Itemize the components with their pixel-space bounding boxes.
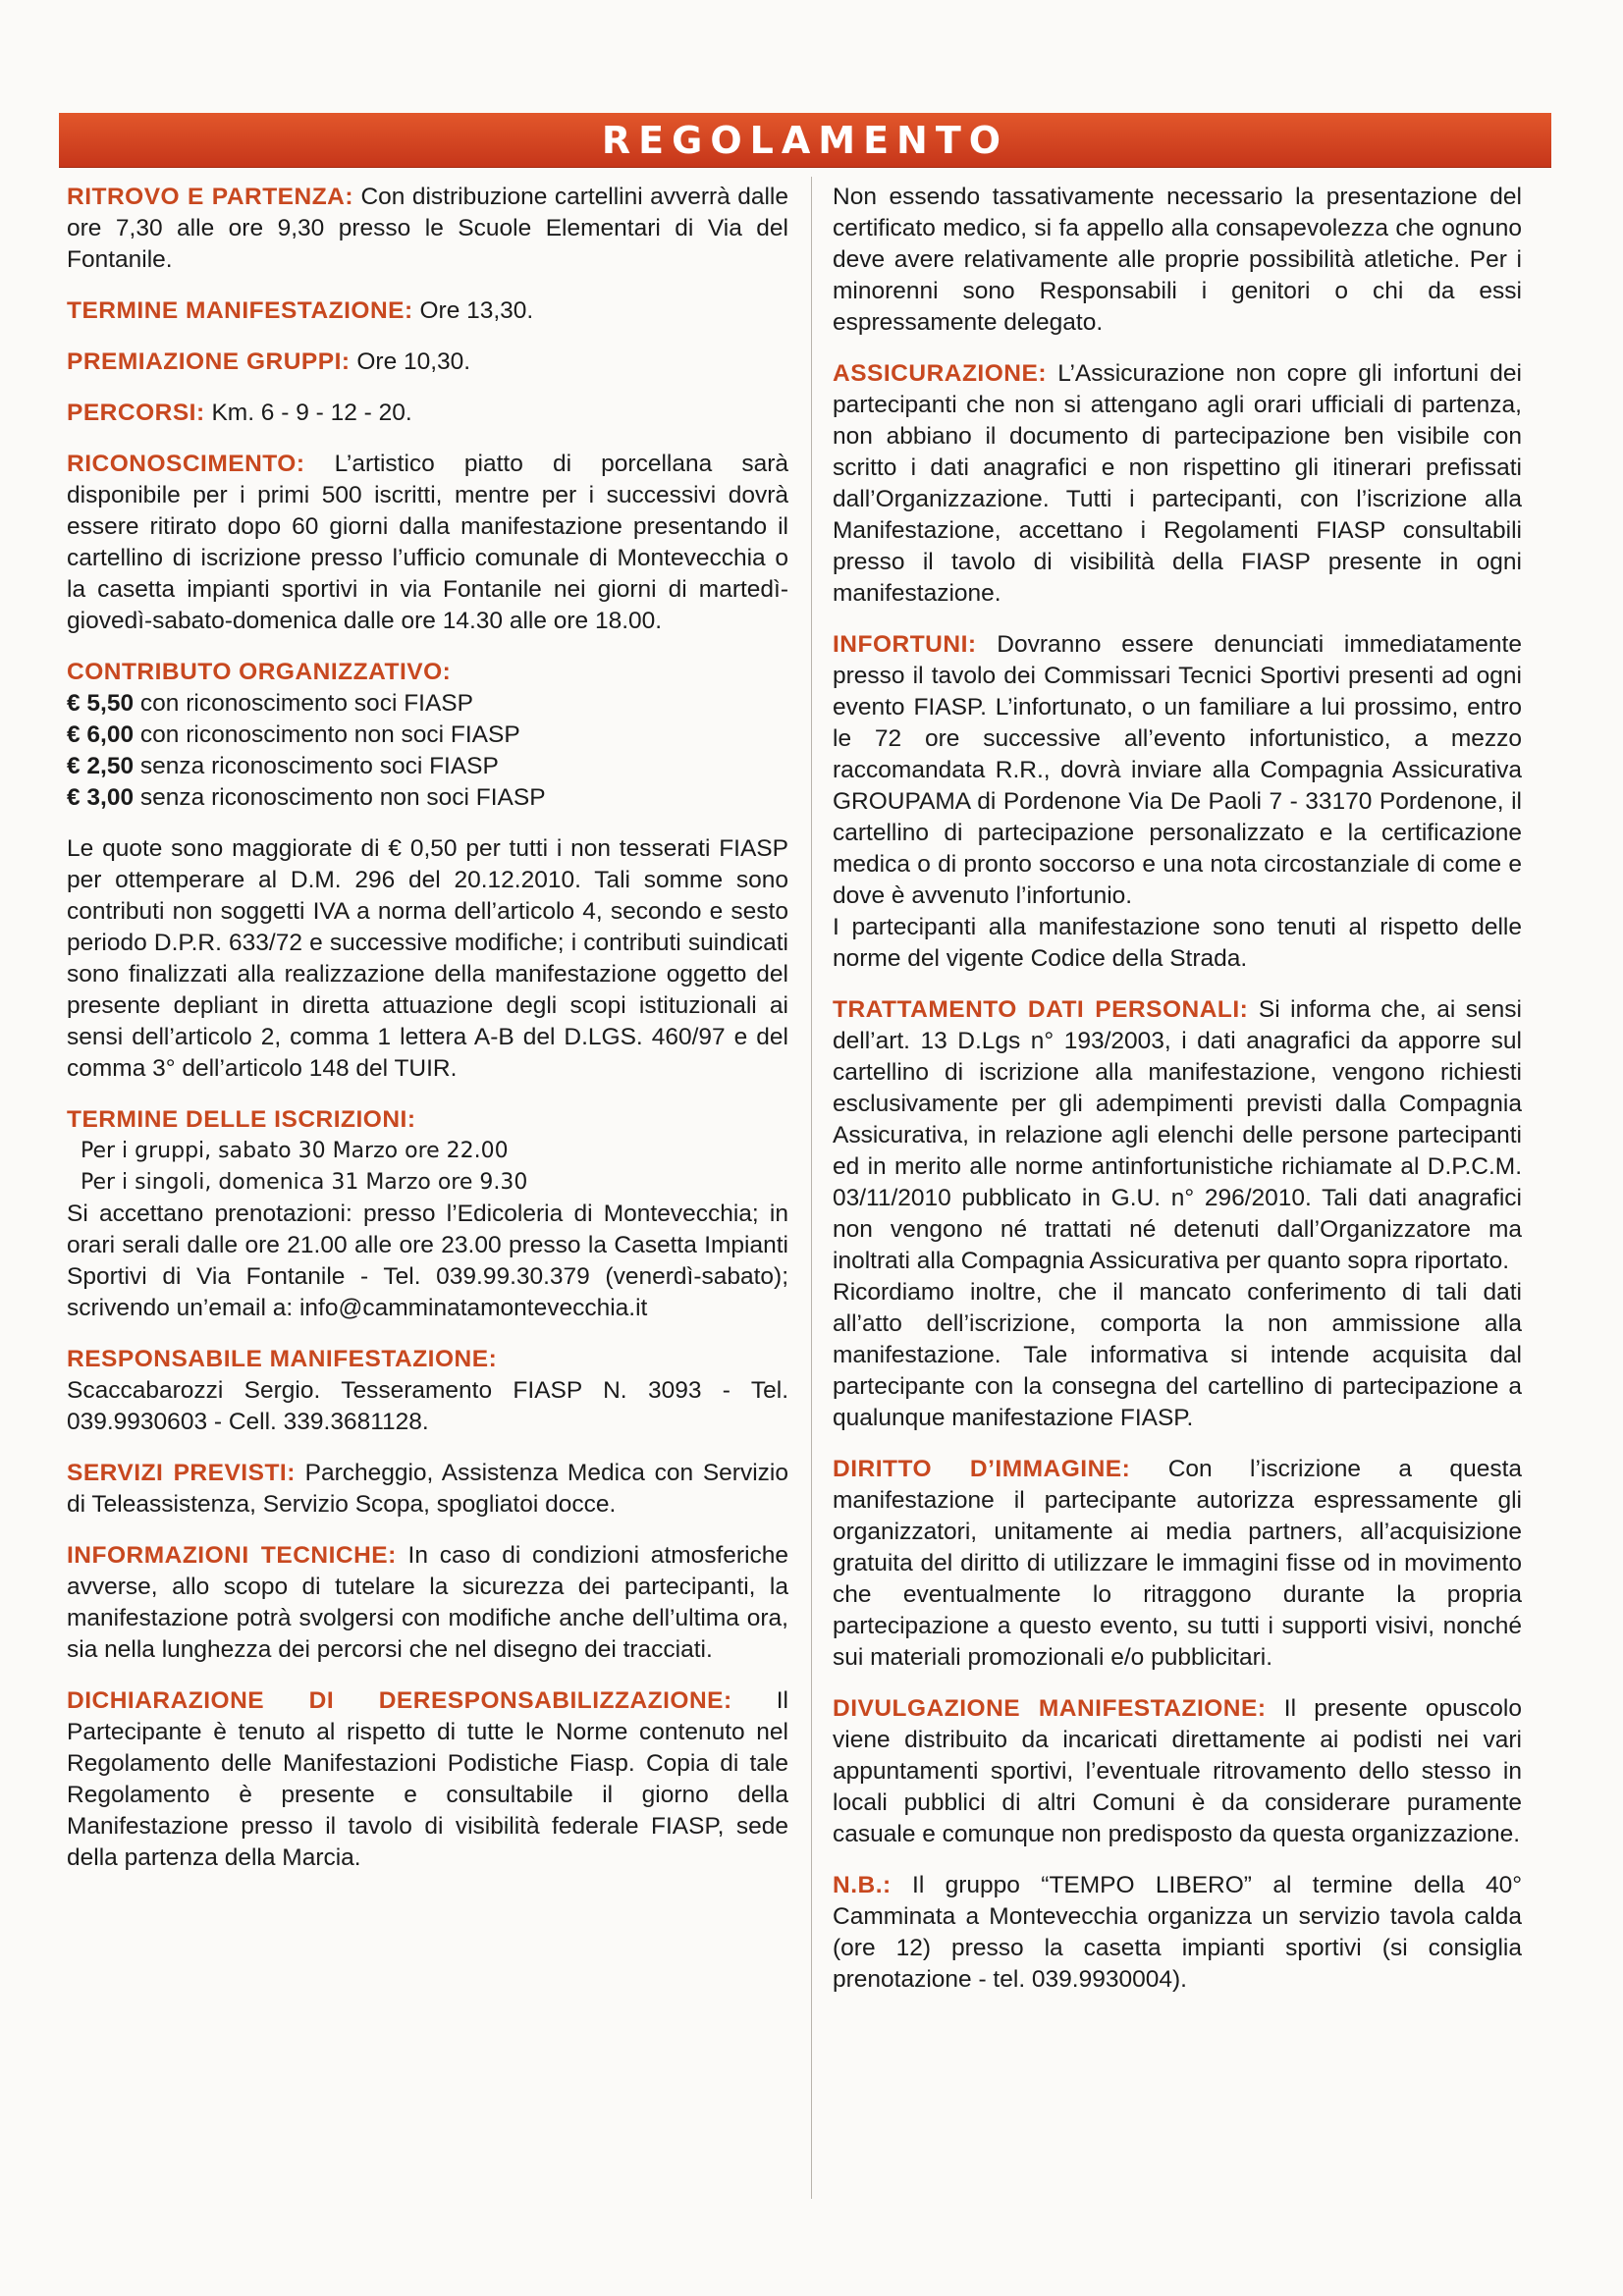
fee-text: senza riconoscimento soci FIASP bbox=[134, 753, 499, 779]
section-label: RITROVO E PARTENZA: bbox=[67, 184, 354, 210]
section-premiazione bbox=[67, 347, 788, 378]
section-termine-manifestazione bbox=[67, 295, 788, 327]
section-riconoscimento bbox=[67, 449, 788, 637]
section-text: Ore 13,30. bbox=[412, 297, 534, 324]
section-paragraph bbox=[833, 994, 1522, 1277]
section-contributo bbox=[67, 657, 788, 814]
fee-item bbox=[67, 782, 788, 814]
fee-text: con riconoscimento soci FIASP bbox=[134, 690, 473, 717]
section-label: PREMIAZIONE GRUPPI: bbox=[67, 348, 351, 375]
section-termine-iscrizioni bbox=[67, 1104, 788, 1324]
section-label: DIVULGAZIONE MANIFESTAZIONE: bbox=[833, 1695, 1267, 1722]
section-ritrovo bbox=[67, 182, 788, 276]
section-trattamento bbox=[833, 994, 1522, 1434]
section-text: I partecipanti alla manifestazione sono tenuti al rispetto delle norme del vigente Codice della Strada. bbox=[833, 914, 1522, 972]
fee-text: con riconoscimento non soci FIASP bbox=[134, 721, 520, 748]
section-text: In caso di condizioni atmosferiche avverse, allo scopo di tutelare la sicurezza dei partecipanti, la manifestazione potrà svolgersi con modifiche anche dell’ultima ora, sia nella lunghezza dei percorsi che nel disegno dei tracciati. bbox=[67, 1542, 789, 1663]
section-label: PERCORSI: bbox=[67, 400, 205, 426]
section-text: Con l’iscrizione a questa manifestazione il partecipante autorizza espressamente gli organizzatori, unitamente ai media partners, all’acquisizione gratuita del diritto di utilizzare le immagini fisse od in movimento che eventualmente lo ritraggono durante la propria partecipazione a questo evento, su tutti i supporti visivi, nonché sui materiali promozionali e/o pubblicitari. bbox=[833, 1456, 1522, 1671]
section-label: INFORTUNI: bbox=[833, 631, 977, 658]
section-servizi bbox=[67, 1458, 788, 1521]
section-informazioni bbox=[67, 1540, 788, 1666]
deadline-singles: Per i singoli, domenica 31 Marzo ore 9.30 bbox=[81, 1170, 528, 1195]
section-text: Scaccabarozzi Sergio. Tesseramento FIASP N. 3093 - Tel. 039.9930603 - Cell. 339.3681128. bbox=[67, 1377, 788, 1435]
section-text: Dovranno essere denunciati immediatamente presso il tavolo dei Commissari Tecnici Sportivi presenti ad ogni evento FIASP. L’infortunato, o un familiare a lui prossimo, entro le 72 ore successive all’evento infortunistico, a mezzo raccomandata R.R., dovrà inviare alla Compagnia Assicurativa GROUPAMA di Pordenone Via De Paoli 7 - 33170 Pordenone, il cartellino di partecipazione personalizzato e la certificazione medica o di pronto soccorso e una nota circostanziale di come e dove è avvenuto l’infortunio. bbox=[833, 631, 1522, 909]
section-label: TERMINE MANIFESTAZIONE: bbox=[67, 297, 413, 324]
section-label: RESPONSABILE MANIFESTAZIONE: bbox=[67, 1346, 498, 1372]
section-text: Ricordiamo inoltre, che il mancato conferimento di tali dati all’atto dell’iscrizione, comporta la non ammissione alla manifestazione. Tale informativa si intende acquisita dal partecipante con la consegna del cartellino di partecipazione a qualunque manifestazione FIASP. bbox=[833, 1279, 1522, 1431]
section-quote: Le quote sono maggiorate di € 0,50 per tutti i non tesserati FIASP per ottemperare al D.M. 296 del 20.12.2010. Tali somme sono contributi non soggetti IVA a norma dell’articolo 4, secondo e sesto periodo D.P.R. 633/72 e successive modifiche; i contributi suindicati sono finalizzati alla realizzazione della manifestazione oggetto del presente depliant in diretta attuazione degli scopi istituzionali ai sensi dell’articolo 2, comma 1 lettera A-B del D.LGS. 460/97 e del comma 3° dell’articolo 148 del TUIR. bbox=[67, 835, 788, 1082]
section-label: INFORMAZIONI TECNICHE: bbox=[67, 1542, 397, 1569]
page-title: REGOLAMENTO bbox=[601, 118, 1009, 162]
section-label: RICONOSCIMENTO: bbox=[67, 451, 305, 477]
right-column bbox=[833, 182, 1522, 2015]
fee-text: senza riconoscimento non soci FIASP bbox=[134, 784, 546, 811]
section-label: N.B.: bbox=[833, 1872, 892, 1898]
left-column bbox=[67, 182, 788, 1894]
section-label: DICHIARAZIONE DI DERESPONSABILIZZAZIONE: bbox=[67, 1687, 732, 1714]
section-nb bbox=[833, 1870, 1522, 1996]
section-text: Il gruppo “TEMPO LIBERO” al termine della 40° Camminata a Montevecchia organizza un servizio tavola calda (ore 12) presso la casetta impianti sportivi (si consiglia prenotazione - tel. 039.9930004). bbox=[833, 1872, 1522, 1993]
fee-amount: € 6,00 bbox=[67, 721, 135, 748]
section-text: Si informa che, ai sensi dell’art. 13 D.Lgs n° 193/2003, i dati anagrafici da apporre sul cartellino di iscrizione alla manifestazione, vengono richiesti esclusivamente per gli adempimenti previsti dalla Compagnia Assicurativa, in relazione agli elenchi delle persone partecipanti ed in merito alle norme antinfortunistiche richiamate al D.P.C.M. 03/11/2010 pubblicato in G.U. n° 296/2010. Tali dati anagrafici non vengono né trattati né detenuti dall’Organizzatore ma inoltrati alla Compagnia Assicurativa per quanto sopra riportato. bbox=[833, 996, 1522, 1274]
section-text: Parcheggio, Assistenza Medica con Servizio di Teleassistenza, Servizio Scopa, spogliatoi docce. bbox=[67, 1460, 788, 1518]
fee-amount: € 3,00 bbox=[67, 784, 135, 811]
fee-item bbox=[67, 751, 788, 782]
fee-amount: € 5,50 bbox=[67, 690, 135, 717]
section-text: L’Assicurazione non copre gli infortuni dei partecipanti che non si attengano agli orari ufficiali di partenza, non abbiano il documento di partecipazione ben visibile con scritto i dati anagrafici e non rispettino gli itinerari prefissati dall’Organizzazione. Tutti i partecipanti, con l’iscrizione alla Manifestazione, accettano i Regolamenti FIASP consultabili presso il tavolo di visibilità della FIASP presente in ogni manifestazione. bbox=[833, 360, 1522, 607]
section-label: TERMINE DELLE ISCRIZIONI: bbox=[67, 1106, 416, 1133]
section-label: SERVIZI PREVISTI: bbox=[67, 1460, 296, 1486]
deadline-groups: Per i gruppi, sabato 30 Marzo ore 22.00 bbox=[81, 1139, 509, 1163]
fee-item bbox=[67, 688, 788, 720]
section-text: Si accettano prenotazioni: presso l’Edicoleria di Montevecchia; in orari serali dalle ore 21.00 alle ore 23.00 presso la Casetta Impianti Sportivi di Via Fontanile - Tel. 039.99.30.379 (venerdì-sabato); scrivendo un’email a: info@camminatamontevecchia.it bbox=[67, 1201, 788, 1321]
page-banner bbox=[59, 113, 1551, 167]
section-text: Km. 6 - 9 - 12 - 20. bbox=[204, 400, 412, 426]
section-responsabile bbox=[67, 1344, 788, 1438]
section-text: L’artistico piatto di porcellana sarà disponibile per i primi 500 iscritti, mentre per i successivi dovrà essere ritirato dopo 60 giorni dalla manifestazione presentando il cartellino di iscrizione presso l’ufficio comunale di Montevecchia o la casetta impianti sportivi in via Fontanile nei giorni di martedì-giovedì-sabato-domenica dalle ore 14.30 alle ore 18.00. bbox=[67, 451, 788, 634]
section-text: Con distribuzione cartellini avverrà dalle ore 7,30 alle ore 9,30 presso le Scuole Elementari di Via del Fontanile. bbox=[67, 184, 789, 273]
section-diritto bbox=[833, 1454, 1522, 1674]
section-label: CONTRIBUTO ORGANIZZATIVO: bbox=[67, 659, 452, 685]
section-text: Il Partecipante è tenuto al rispetto di tutte le Norme contenuto nel Regolamento delle Manifestazioni Podistiche Fiasp. Copia di tale Regolamento è presente e consultabile il giorno della Manifestazione presso il tavolo di visibilità federale FIASP, sede della partenza della Marcia. bbox=[67, 1687, 788, 1871]
section-dichiarazione bbox=[67, 1685, 788, 1874]
section-divulgazione bbox=[833, 1693, 1522, 1850]
section-assicurazione bbox=[833, 358, 1522, 610]
section-infortuni bbox=[833, 629, 1522, 975]
section-label: DIRITTO D’IMMAGINE: bbox=[833, 1456, 1131, 1482]
fee-item bbox=[67, 720, 788, 751]
section-label: TRATTAMENTO DATI PERSONALI: bbox=[833, 996, 1249, 1023]
section-text: Il presente opuscolo viene distribuito da incaricati direttamente ai podisti nei vari appuntamenti sportivi, l’eventuale ritrovamento dello stesso in locali pubblici di altri Comuni è da considerare puramente casuale e comunque non predisposto da questa organizzazione. bbox=[833, 1695, 1522, 1847]
section-paragraph bbox=[833, 629, 1522, 912]
section-text: Ore 10,30. bbox=[350, 348, 471, 375]
section-percorsi bbox=[67, 398, 788, 429]
column-divider bbox=[811, 177, 812, 2199]
section-certificato: Non essendo tassativamente necessario la presentazione del certificato medico, si fa appello alla consapevolezza che ognuno deve avere relativamente alle proprie possibilità atletiche. Per i minorenni sono Responsabili i genitori o chi da essi espressamente delegato. bbox=[833, 184, 1522, 336]
fee-amount: € 2,50 bbox=[67, 753, 135, 779]
section-label: ASSICURAZIONE: bbox=[833, 360, 1047, 387]
